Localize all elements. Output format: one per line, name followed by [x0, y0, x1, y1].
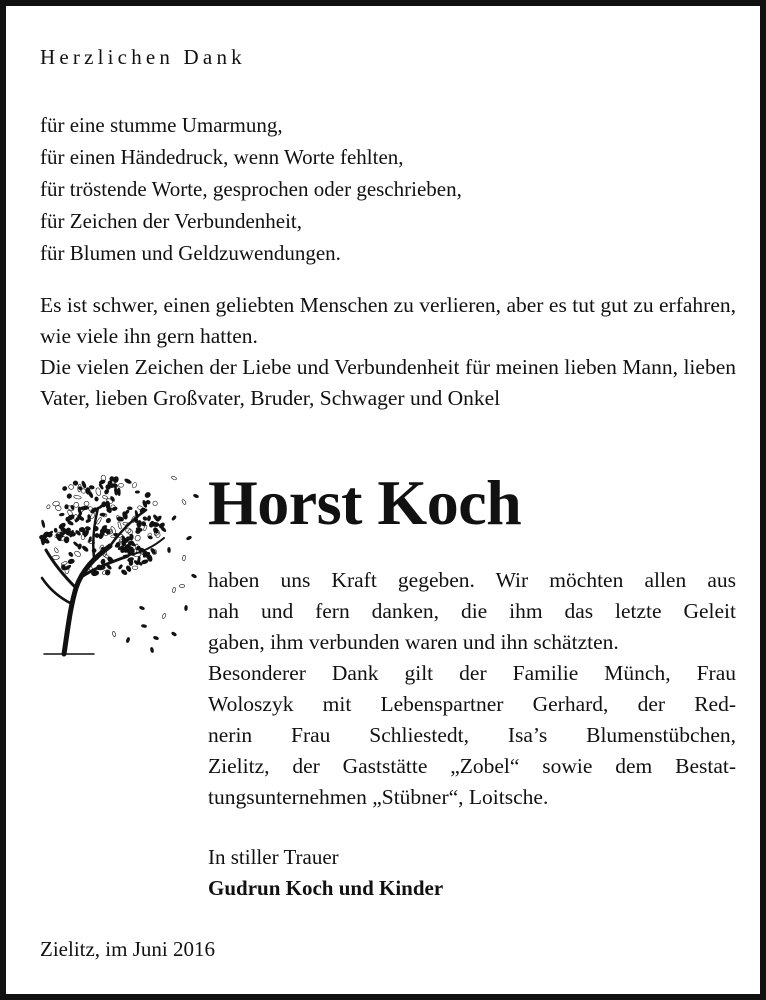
thanks-line: für Zeichen der Verbundenheit, [40, 209, 303, 233]
paragraph-special-thanks [208, 658, 736, 813]
signature: Gudrun Koch und Kinder [208, 876, 444, 900]
place-date: Zielitz, im Juni 2016 [40, 937, 215, 961]
text-line: gaben, ihm verbunden waren und ihn schätzten. [208, 630, 619, 654]
thanks-line: für tröstende Worte, gesprochen oder geschrieben, [40, 177, 462, 201]
text-line: tungsunternehmen „Stübner“, Loitsche. [208, 785, 549, 809]
paragraph-signs: Die vielen Zeichen der Liebe und Verbundenheit für meinen lieben Mann, lieben Vater, lieben Großvater, Bruder, Schwager und Onkel [40, 355, 736, 410]
tree-icon [24, 458, 204, 658]
thanks-line: für Blumen und Geldzuwendungen. [40, 241, 341, 265]
text-line: nah und fern danken, die ihm das letzte Geleit [208, 599, 736, 623]
text-line: haben uns Kraft gegeben. Wir möchten allen aus [208, 568, 736, 592]
paragraph-loss: Es ist schwer, einen geliebten Menschen zu verlieren, aber es tut gut zu erfahren, wie viele ihn gern hatten. [40, 293, 736, 348]
mourning-line: In stiller Trauer [208, 845, 339, 869]
thanks-line: für eine stumme Umarmung, [40, 113, 283, 137]
thanks-line: für einen Händedruck, wenn Worte fehlten, [40, 145, 404, 169]
heading: Herzlichen Dank [40, 45, 246, 69]
text-line: Besonderer Dank gilt der Familie Münch, Frau [208, 661, 736, 685]
text-line: nerin Frau Schliestedt, Isa’s Blumenstübchen, [208, 723, 736, 747]
deceased-name: Horst Koch [208, 467, 522, 538]
text-line: Woloszyk mit Lebenspartner Gerhard, der Red- [208, 692, 736, 716]
paragraph-strength [208, 565, 736, 658]
text-line: Zielitz, der Gaststätte „Zobel“ sowie dem Bestat- [208, 754, 736, 778]
thanks-list [40, 109, 462, 269]
